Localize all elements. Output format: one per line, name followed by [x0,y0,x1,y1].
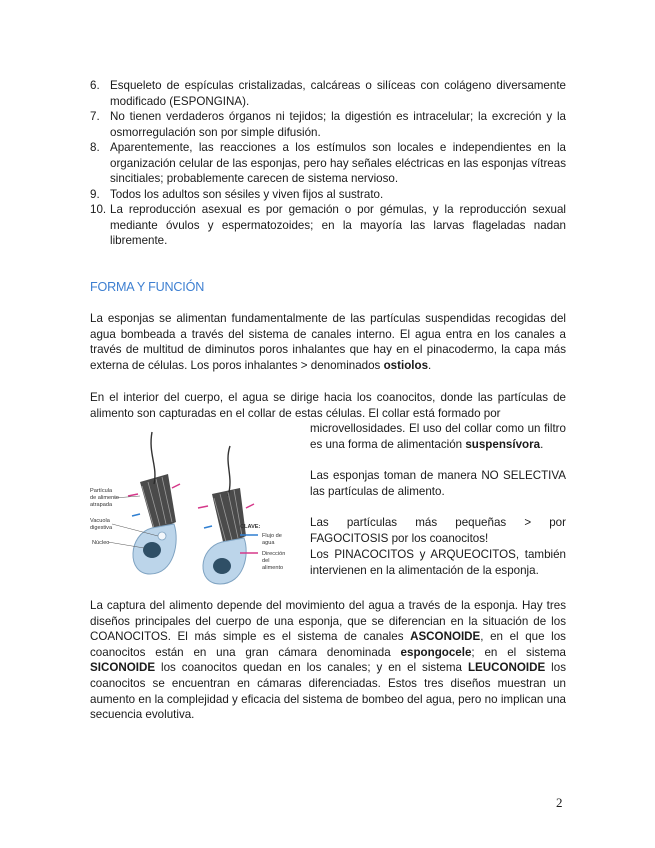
svg-text:de alimento: de alimento [90,495,119,501]
svg-text:digestiva: digestiva [90,525,113,531]
list-item: 7. No tienen verdaderos órganos ni tejidos; la digestión es intracelular; la excreción y la osmorregulación son por simple difusión. [90,110,566,139]
section-heading: FORMA Y FUNCIÓN [90,280,205,294]
svg-text:Dirección: Dirección [262,551,286,557]
characteristics-list [90,78,566,249]
paragraph-feeding: La esponjas se alimentan fundamentalmente de las partículas suspendidas recogidas del agua bombeada a través del sistema de canales interno. El agua entra en los canales a través de multitud de diminutos poros inhalantes que hay en el pinacodermo, la capa más externa de células. Los poros inhalantes > denominados ostiolos. [90,312,566,372]
vacuole-left [158,532,166,540]
nucleus-left [143,542,161,558]
term-suspensivora: suspensívora [465,437,541,451]
page-number: 2 [556,795,563,810]
side-text-nonselective: Las esponjas toman de manera NO SELECTIVA las partículas de alimento. [310,469,566,498]
list-item: 9. Todos los adultos son sésiles y viven fijos al sustrato. [90,187,384,201]
label-vacuole: Vacuola [90,518,110,524]
term-asconoide: ASCONOIDE [410,630,481,644]
label-nucleus: Núcleo [92,540,110,546]
paragraph-canal-systems: La captura del alimento depende del movimiento del agua a través de la esponja. Hay tres diseños principales del cuerpo de una esponja, que se diferencian en la situación de los COANOCITOS. El más simple es el sistema de canales ASCONOIDE, en el que los coanocitos están en una gran cámara denominada espongocele; en el sistema SICONOIDE los coanocitos quedan en los canales; y en el sistema LEUCONOIDE los coanocitos se encuentran en cámaras diferenciadas. Estos tres diseños muestran un aumento en la complejidad y eficacia del sistema de bombeo del agua, pero no implican una secuencia evolutiva. [90,599,567,722]
svg-text:del: del [262,558,270,564]
term-siconoide: SICONOIDE [90,661,156,675]
svg-text:agua: agua [262,540,275,546]
key-title: CLAVE: [240,524,261,530]
term-leuconoide: LEUCONOIDE [467,661,546,675]
svg-text:Flujo de: Flujo de [262,533,282,539]
figure-labels [90,488,285,571]
side-text-pinacocytes: Los PINACOCITOS y ARQUEOCITOS, también intervienen en la alimentación de la esponja. [310,548,566,577]
choanocyte-cell-left [133,432,176,574]
paragraph-choanocytes: En el interior del cuerpo, el agua se dirige hacia los coanocitos, donde las partículas de alimento son capturadas en el collar de estas células. El collar está formado por [90,391,566,420]
side-text-phagocytosis: Las partículas más pequeñas > por FAGOCITOSIS por los coanocitos! [310,516,566,545]
svg-text:alimento: alimento [262,565,284,571]
choanocyte-figure [88,424,300,586]
svg-text:atrapada: atrapada [90,502,113,508]
list-item: 10. La reproducción asexual es por gemación o por gémulas, y la reproducción sexual mediante óvulos y espermatozoides; en la mayoría las larvas flageladas nadan libremente. [90,203,566,247]
term-ostiolos: ostiolos [383,358,429,372]
side-text-collar: microvellosidades. El uso del collar como un filtro es una forma de alimentación suspensívora. [310,422,566,451]
choanocyte-cell-right [203,446,246,584]
nucleus-right [213,558,231,574]
term-espongocele: espongocele [400,645,472,659]
list-item: 8. Aparentemente, las reacciones a los estímulos son locales e independientes en la organización celular de las esponjas, pero hay señales eléctricas en las esponjas vítreas sincitiales; probablemente carecen de sistema nervioso. [90,141,566,185]
label-particle: Partícula [90,488,113,494]
collar-left [140,474,176,532]
list-item: 6. Esqueleto de espículas cristalizadas, calcáreas o silíceas con colágeno diversamente modificado (ESPONGINA). [90,79,566,108]
